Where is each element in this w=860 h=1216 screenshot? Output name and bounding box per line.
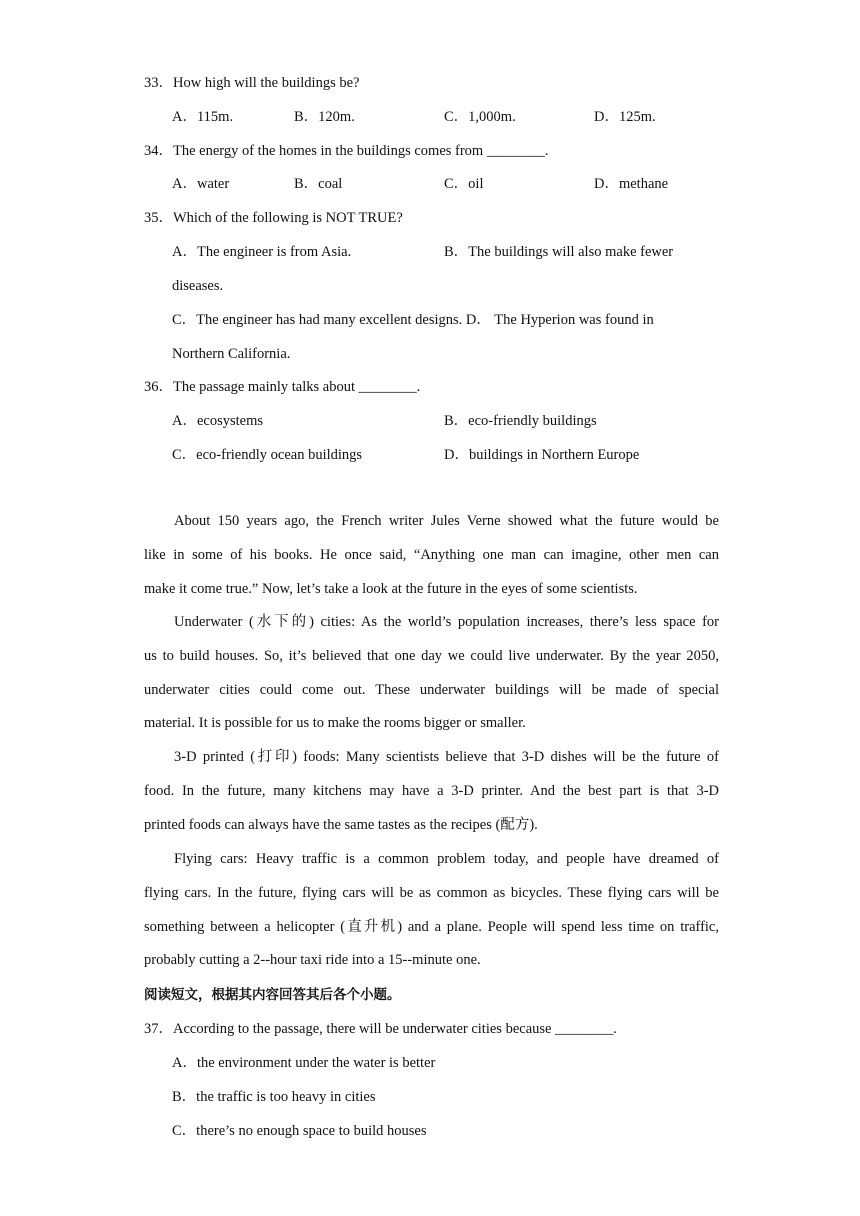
question-35-options-cd: C．The engineer has had many excellent designs. D． The Hyperion was found in: [172, 312, 654, 328]
question-35-stem: 35．Which of the following is NOT TRUE?: [144, 210, 403, 226]
passage-line: probably cutting a 2--hour taxi ride into a 15--minute one.: [144, 952, 481, 969]
question-35-option-a: A．The engineer is from Asia.: [172, 244, 352, 260]
question-34-option-a: A．water: [172, 176, 230, 192]
passage-line: food. In the future, many kitchens may have a 3-D printer. And the best part is that 3-D: [144, 782, 719, 799]
passage-line: flying cars. In the future, flying cars will be as common as bicycles. These flying cars will be: [144, 884, 719, 901]
question-37-stem: 37．According to the passage, there will be underwater cities because ________.: [144, 1021, 617, 1037]
question-33-option-d: D．125m.: [594, 109, 656, 125]
question-36-option-d: D．buildings in Northern Europe: [444, 447, 640, 463]
passage-paragraph-4: [144, 843, 719, 978]
question-33-option-c: C．1,000m.: [444, 109, 516, 125]
passage-line: make it come true.” Now, let’s take a look at the future in the eyes of some scientists.: [144, 580, 638, 597]
question-36-option-b: B．eco-friendly buildings: [444, 413, 597, 429]
passage-line: printed foods can always have the same tastes as the recipes (配方).: [144, 816, 538, 833]
question-34-option-c: C．oil: [444, 176, 484, 192]
question-36-option-a: A．ecosystems: [172, 413, 264, 429]
question-35-option-b-continued: diseases.: [172, 278, 224, 294]
passage-line: 3-D printed (打印) foods: Many scientists believe that 3-D dishes will be the future of: [174, 749, 719, 765]
reading-instruction: 阅读短文，根据其内容回答其后各个小题。: [144, 987, 401, 1003]
passage-paragraph-2: [144, 606, 719, 741]
question-34-stem: 34．The energy of the homes in the buildings comes from ________.: [144, 143, 549, 159]
passage-line: underwater cities could come out. These underwater buildings will be made of special: [144, 681, 719, 698]
question-35-option-b: B．The buildings will also make fewer: [444, 244, 674, 260]
passage-paragraph-3: [144, 741, 719, 842]
passage-line: something between a helicopter (直升机) and a plane. People will spend less time on traffic,: [144, 918, 719, 935]
question-33-option-b: B．120m.: [294, 109, 355, 125]
passage-line: us to build houses. So, it’s believed that one day we could live underwater. By the year 2050,: [144, 647, 719, 664]
passage-line: like in some of his books. He once said, “Anything one man can imagine, other men can: [144, 546, 719, 563]
passage-line: material. It is possible for us to make the rooms bigger or smaller.: [144, 715, 526, 732]
passage-line: Underwater (水下的) cities: As the world’s population increases, there’s less space for: [174, 614, 719, 630]
question-34-option-d: D．methane: [594, 176, 669, 192]
question-33-stem: 33．How high will the buildings be?: [144, 75, 360, 91]
passage-paragraph-1: [144, 505, 719, 606]
passage-line: About 150 years ago, the French writer Jules Verne showed what the future would be: [174, 513, 719, 529]
question-37-option-a: A．the environment under the water is better: [172, 1055, 436, 1071]
question-33-option-a: A．115m.: [172, 109, 234, 125]
question-36-option-c: C．eco-friendly ocean buildings: [172, 447, 363, 463]
question-37-option-c: C．there’s no enough space to build houses: [172, 1123, 427, 1139]
question-37-option-b: B．the traffic is too heavy in cities: [172, 1089, 376, 1105]
question-34-option-b: B．coal: [294, 176, 343, 192]
question-36-stem: 36．The passage mainly talks about ________.: [144, 379, 421, 395]
passage-line: Flying cars: Heavy traffic is a common problem today, and people have dreamed of: [174, 851, 719, 867]
question-35-option-d-continued: Northern California.: [172, 346, 291, 362]
